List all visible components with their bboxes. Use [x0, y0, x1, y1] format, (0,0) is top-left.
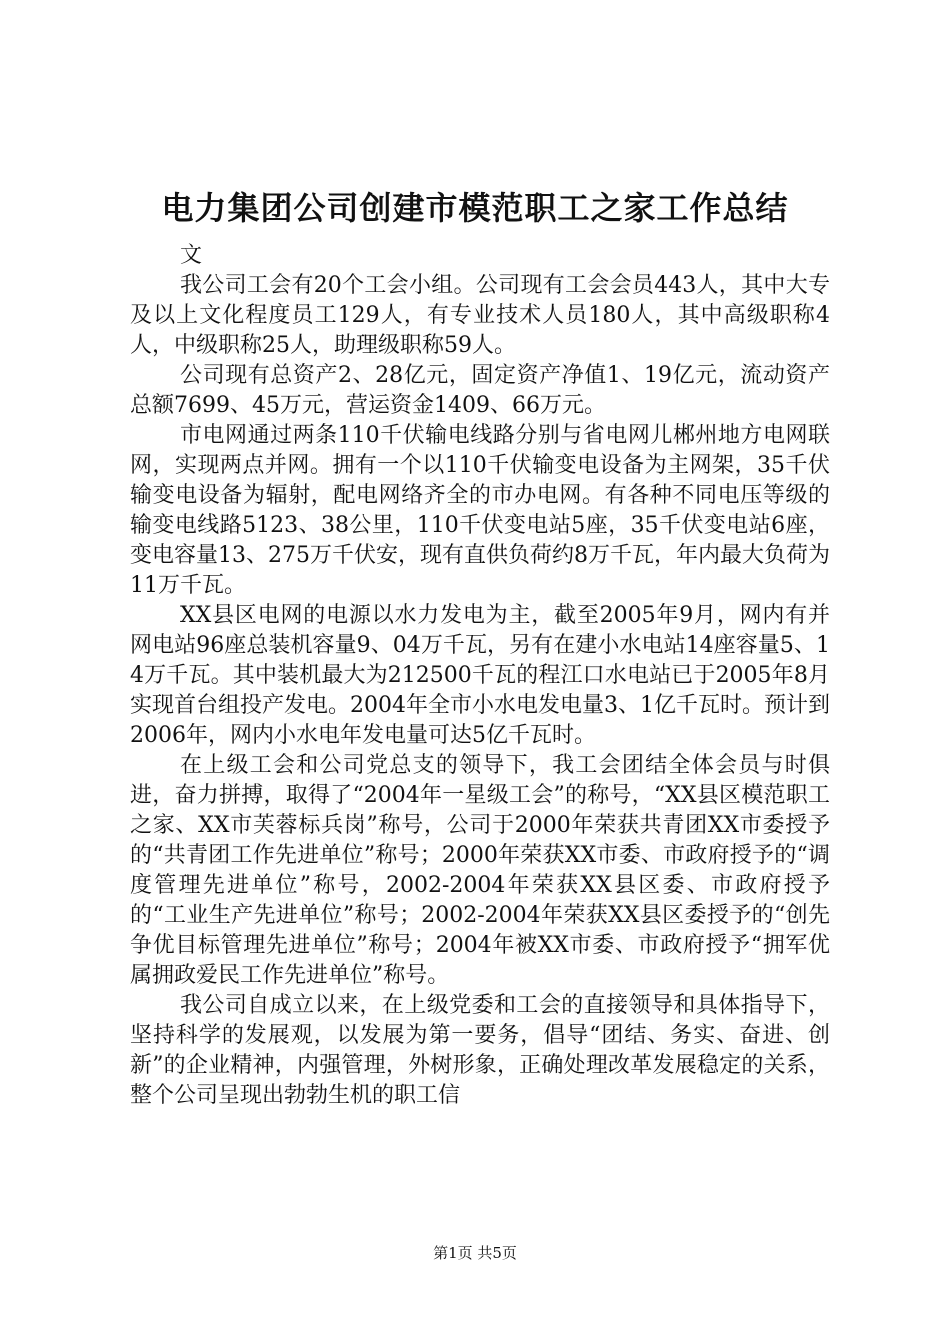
document-body — [130, 241, 830, 1111]
document-title: 电力集团公司创建市模范职工之家工作总结 — [161, 189, 789, 227]
paragraph-honors: 在上级工会和公司党总支的领导下，我工会团结全体会员与时俱进，奋力拼搏，取得了“2004年一星级工会”的称号，“XX县区模范职工之家、XX市芙蓉标兵岗”称号，公司于2000年荣获共青团XX市委授予的“共青团工作先进单位”称号；2000年荣获XX市委、市政府授予的“调度管理先进单位”称号，2002-2004年荣获XX县区委、市政府授予的“工业生产先进单位”称号；2002-2004年荣获XX县区委授予的“创先争优目标管理先进单位”称号；2004年被XX市委、市政府授予“拥军优属拥政爱民工作先进单位”称号。 — [130, 753, 830, 988]
paragraph-hydropower: XX县区电网的电源以水力发电为主，截至2005年9月，网内有并网电站96座总装机容量9、04万千瓦，另有在建小水电站14座容量5、14万千瓦。其中装机最大为212500千瓦的程江口水电站已于2005年8月实现首台组投产发电。2004年全市小水电发电量3、1亿千瓦时。预计到2006年，网内小水电年发电量可达5亿千瓦时。 — [130, 603, 830, 748]
page-number-footer: 第1页 共5页 — [433, 1244, 517, 1262]
paragraph-grid: 市电网通过两条110千伏输电线路分别与省电网儿郴州地方电网联网，实现两点并网。拥有一个以110千伏输变电设备为主网架，35千伏输变电设备为辐射，配电网络齐全的市办电网。有各种不同电压等级的输变电线路5123、38公里，110千伏变电站5座，35千伏变电站6座，变电容量13、275万千伏安，现有直供负荷约8万千瓦，年内最大负荷为11万千瓦。 — [130, 423, 830, 598]
author-label: 文 — [180, 243, 203, 268]
paragraph-development: 我公司自成立以来，在上级党委和工会的直接领导和具体指导下，坚持科学的发展观，以发展为第一要务，倡导“团结、务实、奋进、创新”的企业精神，内强管理，外树形象，正确处理改革发展稳定的关系，整个公司呈现出勃勃生机的职工信 — [130, 993, 830, 1108]
paragraph-membership: 我公司工会有20个工会小组。公司现有工会会员443人，其中大专及以上文化程度员工129人，有专业技术人员180人，其中高级职称4人，中级职称25人，助理级职称59人。 — [130, 273, 830, 358]
paragraph-assets: 公司现有总资产2、28亿元，固定资产净值1、19亿元，流动资产总额7699、45万元，营运资金1409、66万元。 — [130, 363, 830, 418]
